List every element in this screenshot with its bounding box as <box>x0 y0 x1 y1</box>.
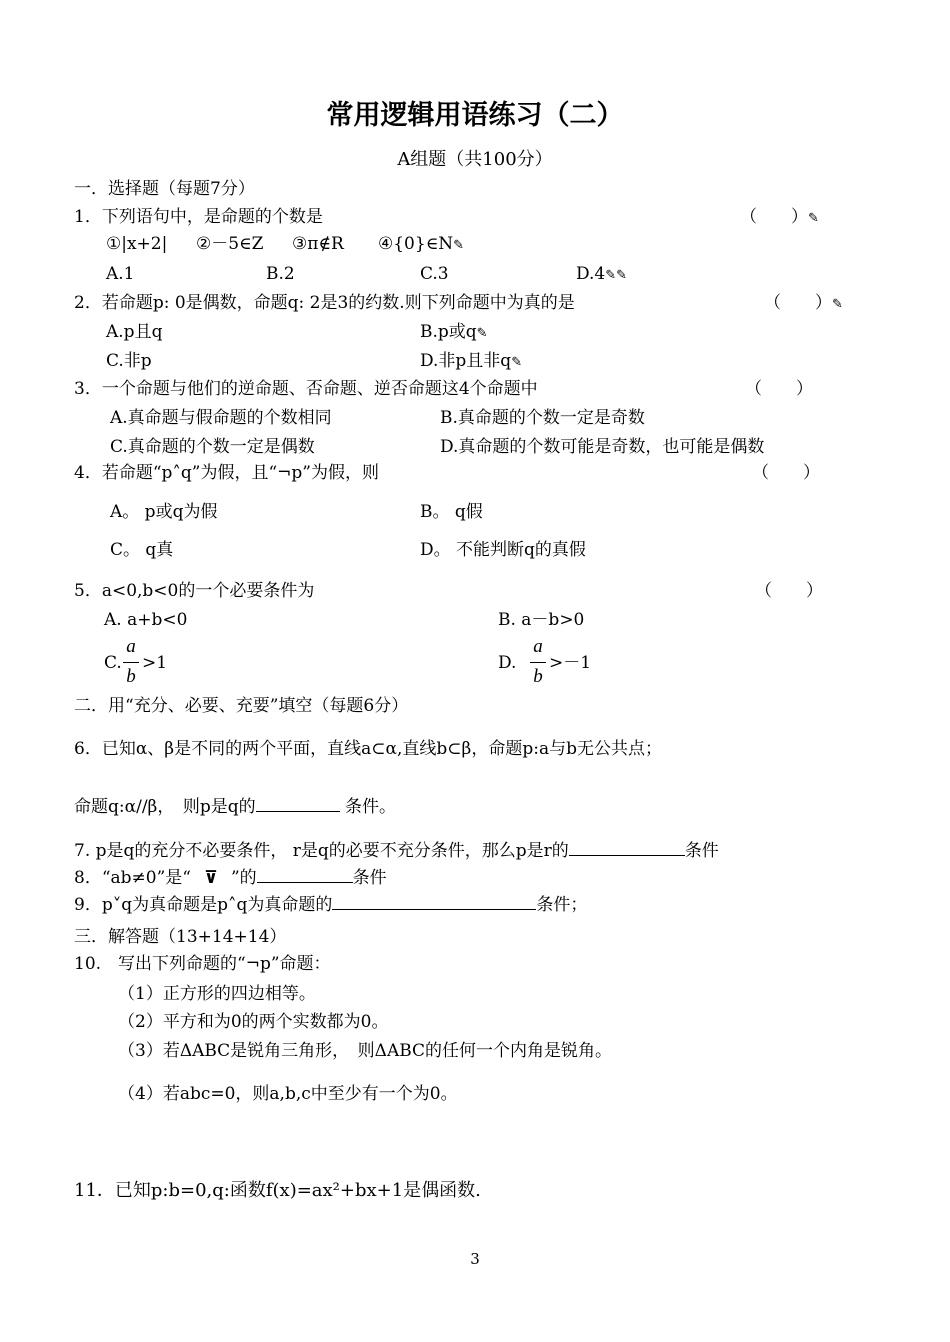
question-10-item-3: （3）若ΔABC是锐角三角形， 则ΔABC的任何一个内角是锐角。 <box>118 1041 613 1061</box>
question-1-option-a: A.1 <box>106 264 135 284</box>
section-heading-3: 三．解答题（13+14+14） <box>74 927 287 947</box>
question-2-option-d: D.非p且非q <box>420 351 512 371</box>
answer-blank[interactable] <box>332 893 536 910</box>
question-2-option-a: A.p且q <box>106 322 163 342</box>
question-10-stem: 10. 写出下列命题的“¬p”命题： <box>74 954 331 974</box>
question-2-answer-paren: （ ）✎ <box>764 293 843 313</box>
section-heading-2: 二．用“充分、必要、充要”填空（每题6分） <box>74 696 409 716</box>
decorative-mark-icon: ✎ <box>832 297 843 312</box>
section-heading-1: 一．选择题（每题7分） <box>74 179 255 199</box>
question-4-stem: 4．若命题“p˄q”为假，且“¬p”为假，则 <box>74 463 379 483</box>
question-1-item-4-wrap <box>378 233 464 257</box>
question-6-line-1: 6．已知α、β是不同的两个平面，直线a⊂α,直线b⊂β，命题p:a与b无公共点； <box>74 739 662 759</box>
question-5-option-c-fraction-bar <box>123 662 139 663</box>
question-1-option-b: B.2 <box>266 264 295 284</box>
question-10-item-2: （2）平方和为0的两个实数都为0。 <box>118 1012 389 1032</box>
question-3-option-a: A.真命题与假命题的个数相同 <box>110 408 332 428</box>
question-5-option-d-tail: >－1 <box>549 653 592 673</box>
question-1-option-d: D.4 <box>576 264 606 284</box>
question-10-item-1: （1）正方形的四边相等。 <box>118 984 316 1004</box>
question-5-option-d-fraction-bar <box>530 662 546 663</box>
question-1-stem: 1．下列语句中，是命题的个数是 <box>74 207 323 227</box>
question-5-stem: 5．a<0,b<0的一个必要条件为 <box>74 581 315 601</box>
question-5-option-d-denominator: b <box>533 666 543 687</box>
question-5-option-d-numerator: a <box>533 636 543 657</box>
question-4-answer-paren: （ ） <box>752 463 820 483</box>
decorative-mark-icon: ✎ <box>808 211 819 226</box>
question-5-option-c-denominator: b <box>126 666 136 687</box>
question-2-option-b-wrap <box>420 321 488 345</box>
question-4-option-a: A。 p或q为假 <box>110 502 218 522</box>
question-1-answer-paren: （ ）✎ <box>740 207 819 227</box>
question-3-answer-paren: （ ） <box>745 379 813 399</box>
decorative-mark-icon: ✎ <box>453 238 465 253</box>
question-5-option-d-label: D. <box>498 653 517 673</box>
question-5-option-c-label: C. <box>104 653 122 673</box>
question-8: 8．“ab≠0”是“ ⊽ ”的 条件 <box>74 868 387 888</box>
answer-blank[interactable] <box>257 866 353 883</box>
question-1-item-4: ④{0}∈N <box>378 234 454 254</box>
answer-blank[interactable] <box>256 795 340 812</box>
question-2-stem: 2．若命题p: 0是偶数，命题q: 2是3的约数.则下列命题中为真的是 <box>74 293 575 313</box>
question-2-option-b: B.p或q <box>420 322 477 342</box>
question-1-item-1: ①|x+2| <box>106 234 168 254</box>
question-5-answer-paren: （ ） <box>755 581 823 601</box>
question-4-option-c: C。 q真 <box>110 540 174 560</box>
question-1-item-2: ②－5∈Z <box>196 234 264 254</box>
question-4-option-d: D。 不能判断q的真假 <box>420 540 586 560</box>
question-1-option-d-wrap <box>576 263 627 287</box>
decorative-mark-icon: ✎ <box>476 326 488 341</box>
page-subtitle: A组题（共100分） <box>397 149 553 170</box>
page-number: 3 <box>470 1250 480 1268</box>
question-5-option-c-numerator: a <box>126 636 136 657</box>
question-1-item-3: ③π∉R <box>292 234 344 254</box>
question-2-option-d-wrap <box>420 350 522 374</box>
question-2-option-c: C.非p <box>106 351 152 371</box>
question-5-option-b: B. a－b>0 <box>498 610 585 630</box>
question-3-option-b: B.真命题的个数一定是奇数 <box>440 408 645 428</box>
question-10-item-4: （4）若abc=0，则a,b,c中至少有一个为0。 <box>118 1084 458 1104</box>
answer-blank[interactable] <box>569 839 685 856</box>
decorative-mark-icon: ✎✎ <box>605 268 628 283</box>
question-1-option-c: C.3 <box>420 264 449 284</box>
question-4-option-b: B。 q假 <box>420 502 483 522</box>
question-11: 11．已知p:b=0,q:函数f(x)=ax²+bx+1是偶函数. <box>74 1180 481 1201</box>
decorative-mark-icon: ✎ <box>511 355 523 370</box>
question-7: 7. p是q的充分不必要条件， r是q的必要不充分条件，那么p是r的 条件 <box>74 841 719 861</box>
page-title: 常用逻辑用语练习（二） <box>326 100 624 131</box>
question-3-stem: 3．一个命题与他们的逆命题、否命题、逆否命题这4个命题中 <box>74 379 538 399</box>
question-5-option-c-tail: >1 <box>142 653 168 673</box>
question-9: 9．p˅q为真命题是p˄q为真命题的 条件； <box>74 895 588 915</box>
question-3-option-d: D.真命题的个数可能是奇数，也可能是偶数 <box>440 437 765 457</box>
question-6-line-2: 命题q:α//β， 则p是q的 条件。 <box>74 797 397 817</box>
or-and-symbol-icon: ⊽ <box>204 868 218 888</box>
question-3-option-c: C.真命题的个数一定是偶数 <box>110 437 315 457</box>
question-5-option-a: A. a+b<0 <box>104 610 188 630</box>
